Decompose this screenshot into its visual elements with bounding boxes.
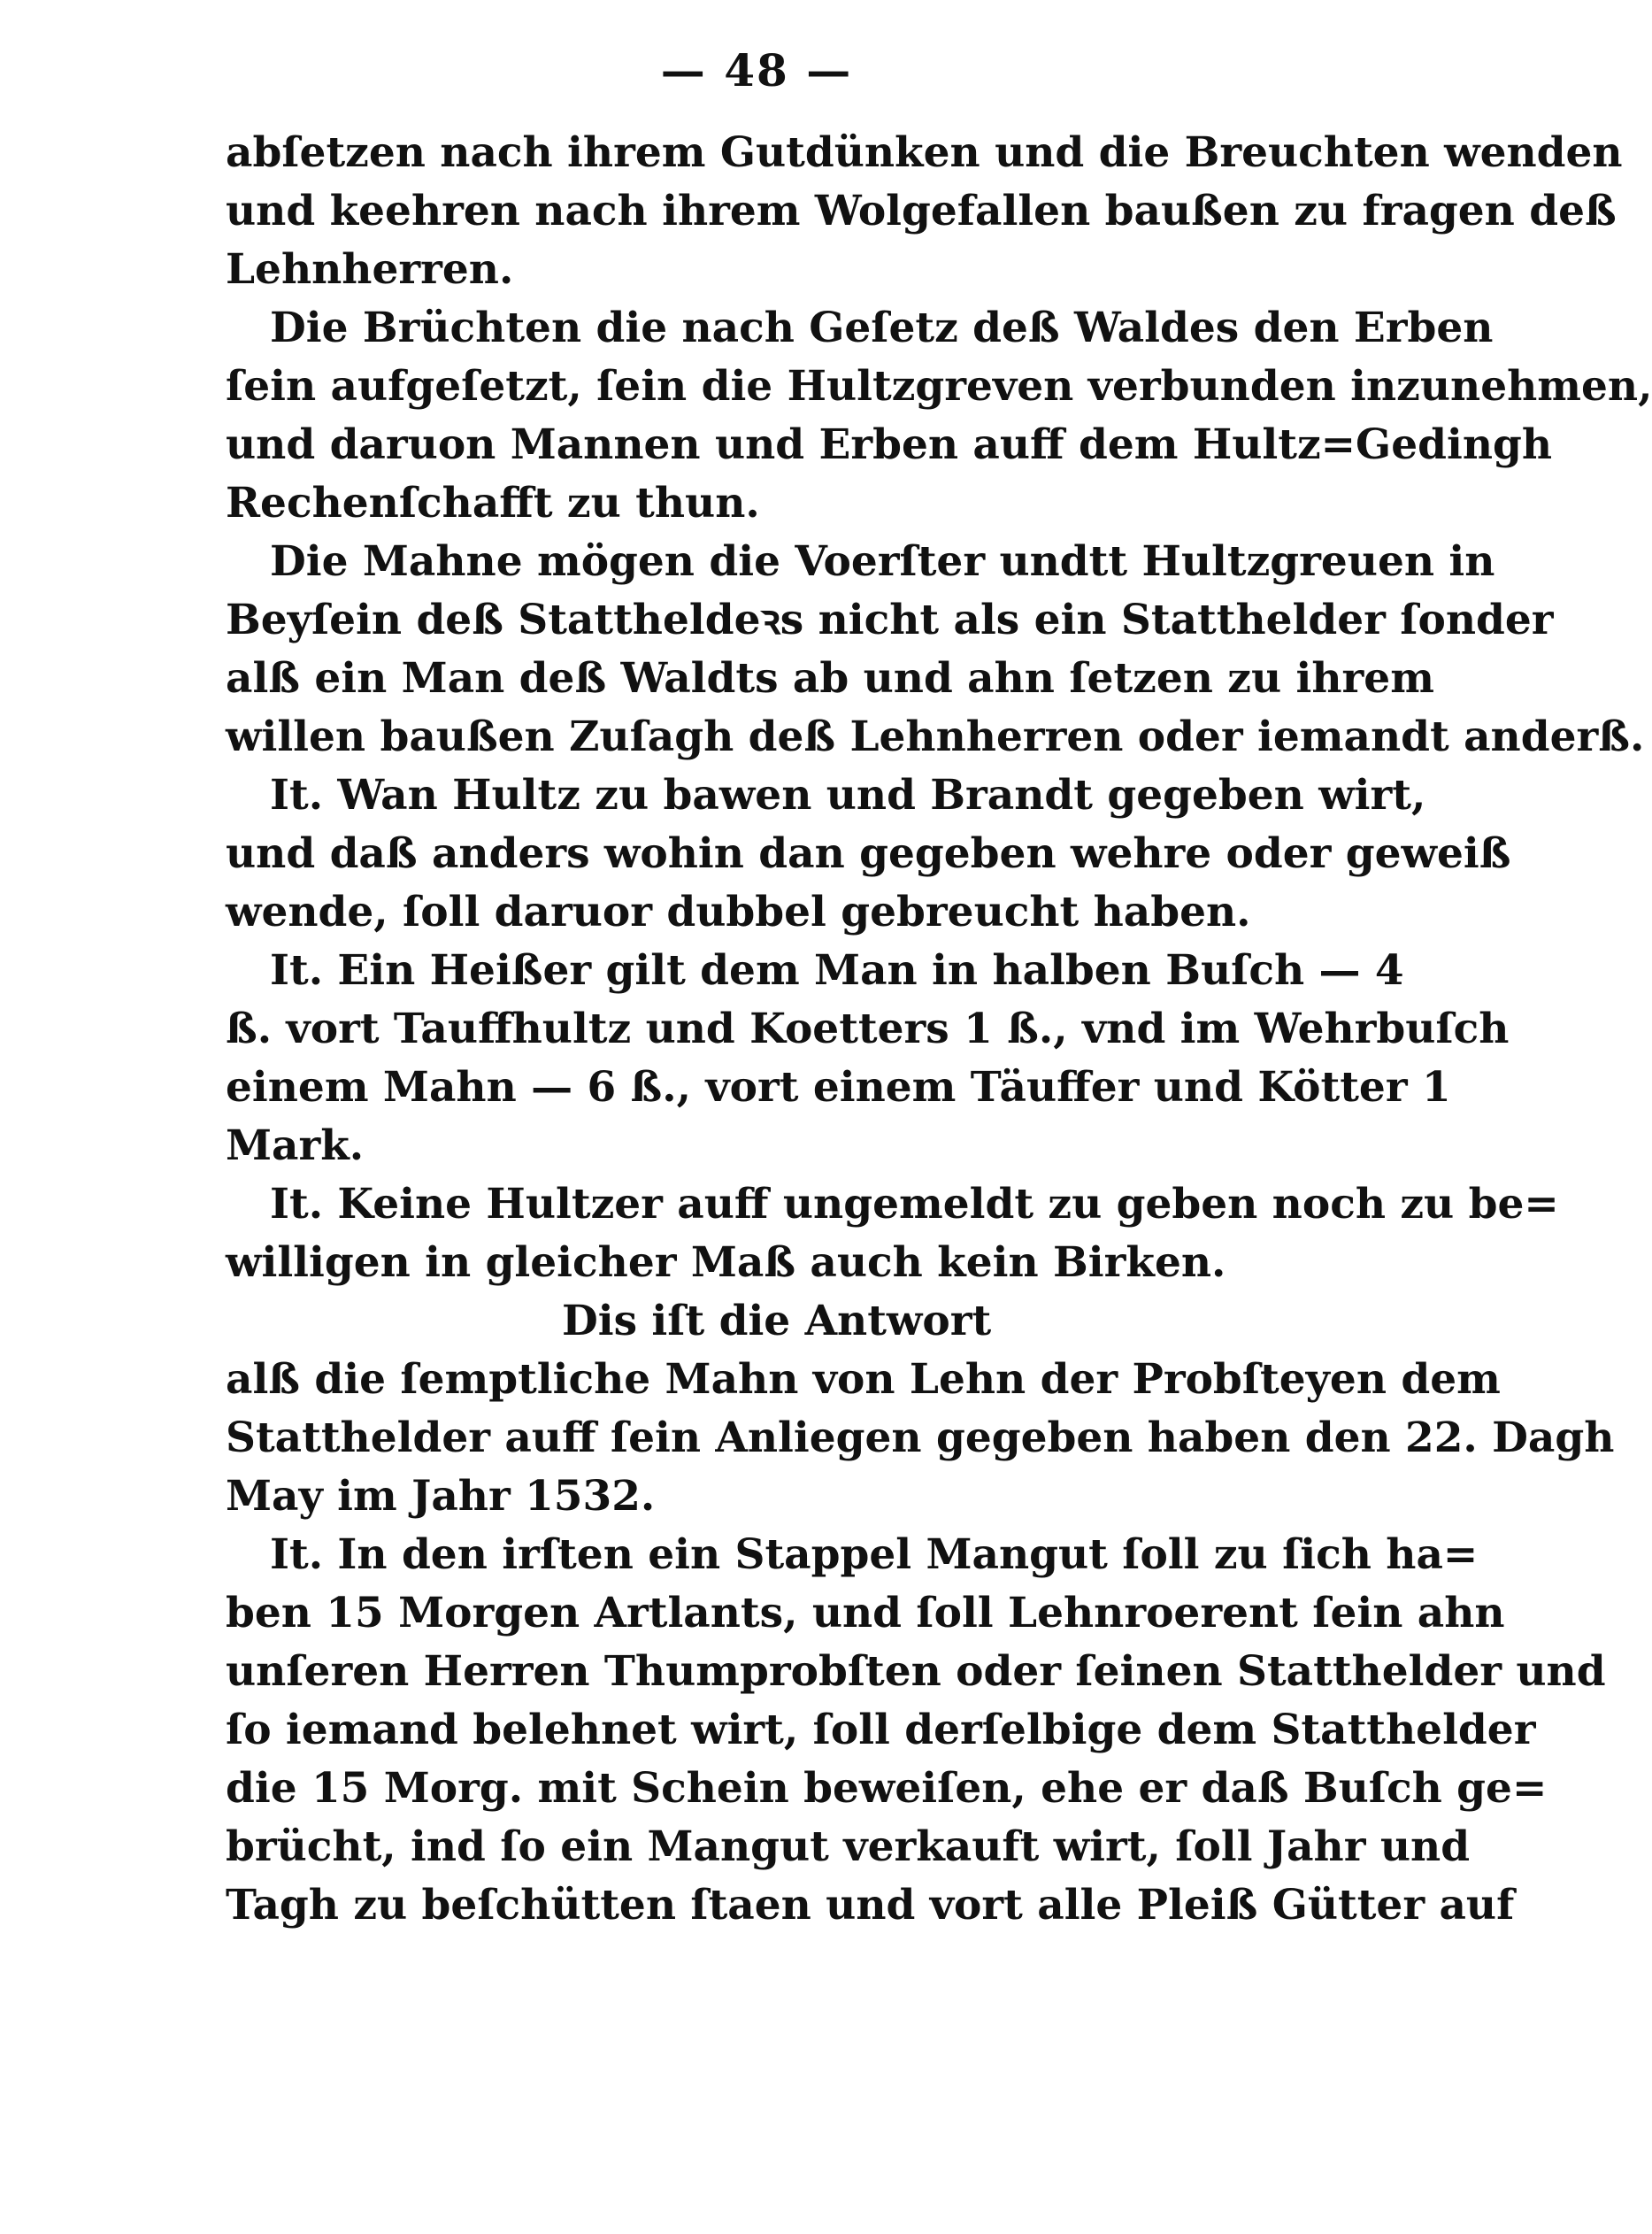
text-line: Rechenſchafft zu thun. <box>226 479 760 528</box>
page-number: — 48 — <box>660 44 853 96</box>
text-line: It. Keine Hultzer auff ungemeldt zu geben noch zu be= <box>270 1180 1559 1229</box>
text-line: einem Mahn — 6 ß., vort einem Täuffer und Kötter 1 <box>226 1063 1451 1112</box>
text-line: wende, ſoll daruor dubbel gebreucht haben. <box>226 888 1251 936</box>
text-line: alß ein Man deß Waldts ab und ahn ſetzen zu ihrem <box>226 654 1434 703</box>
text-line: ß. vort Tauffhultz und Koetters 1 ß., vnd im Wehrbuſch <box>226 1005 1510 1053</box>
text-line: Statthelder auff ſein Anliegen gegeben haben den 22. Dagh <box>226 1414 1615 1462</box>
text-line: Die Mahne mögen die Voerſter undtt Hultzgreuen in <box>270 537 1495 586</box>
text-line: unſeren Herren Thumprobſten oder ſeinen Statthelder und <box>226 1647 1606 1696</box>
text-line: Tagh zu beſchütten ſtaen und vort alle Pleiß Gütter auf <box>226 1881 1515 1930</box>
text-line: May im Jahr 1532. <box>226 1472 656 1521</box>
text-line: abſetzen nach ihrem Gutdünken und die Breuchten wenden <box>226 128 1623 177</box>
text-line: It. Ein Heißer gilt dem Man in halben Buſch — 4 <box>270 946 1404 995</box>
section-heading: Dis iſt die Antwort <box>562 1297 992 1345</box>
text-line: ſo iemand belehnet wirt, ſoll derſelbige dem Statthelder <box>226 1706 1536 1754</box>
text-line: alß die ſemptliche Mahn von Lehn der Probſteyen dem <box>226 1355 1501 1404</box>
text-line: brücht, ind ſo ein Mangut verkauft wirt, ſoll Jahr und <box>226 1822 1471 1871</box>
text-line: Lehnherren. <box>226 245 514 294</box>
text-line: die 15 Morg. mit Schein beweiſen, ehe er daß Buſch ge= <box>226 1764 1548 1813</box>
text-line: und daß anders wohin dan gegeben wehre oder geweiß <box>226 829 1511 878</box>
text-line: ben 15 Morgen Artlants, und ſoll Lehnroerent ſein ahn <box>226 1589 1505 1637</box>
text-line: willen baußen Zuſagh deß Lehnherren oder iemandt anderß. <box>226 713 1645 761</box>
text-line: ſein aufgeſetzt, ſein die Hultzgreven verbunden inzunehmen, <box>226 362 1652 411</box>
text-line: willigen in gleicher Maß auch kein Birken. <box>226 1238 1226 1287</box>
text-line: Beyſein deß Stattheldeꝛs nicht als ein Statthelder ſonder <box>226 596 1554 644</box>
text-line: It. In den irſten ein Stappel Mangut ſoll zu ſich ha= <box>270 1530 1479 1579</box>
text-line: und daruon Mannen und Erben auff dem Hultz=Gedingh <box>226 420 1553 469</box>
text-line: Mark. <box>226 1121 365 1170</box>
body-text <box>226 124 1652 1935</box>
text-line: Die Brüchten die nach Geſetz deß Waldes den Erben <box>270 304 1494 352</box>
text-line: und keehren nach ihrem Wolgefallen baußen zu fragen deß <box>226 187 1617 235</box>
text-line: It. Wan Hultz zu bawen und Brandt gegeben wirt, <box>270 771 1426 820</box>
